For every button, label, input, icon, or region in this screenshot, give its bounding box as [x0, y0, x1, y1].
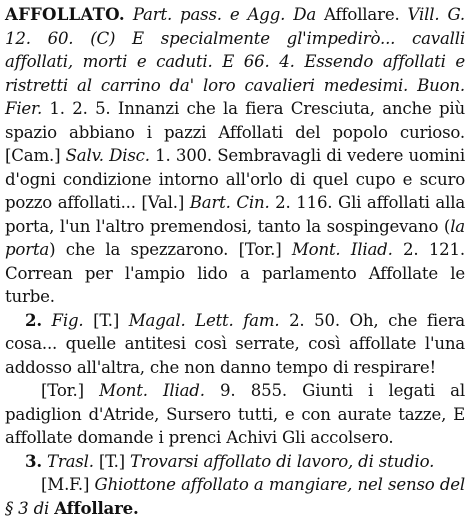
quote-tag: [Tor.]	[41, 381, 84, 400]
mf-text: Ghiottone affollato a mangiare, nel senso del § 3 di	[5, 475, 465, 518]
ref-bart-cin: Bart. Cin.	[184, 193, 270, 212]
quote-ref: Mont. Iliad.	[83, 381, 205, 400]
quote-text: 9. 855. Giunti i legati al padiglion d'Atride, Sursero tutti, e con aurate tazze, E affollate domande i prenci Achivi Gli accolsero.	[5, 381, 465, 447]
gloss-la-porta: la porta	[5, 216, 465, 259]
quote-mont-iliad	[5, 379, 465, 450]
ref-buon-fier: Buon. Fier.	[5, 75, 465, 118]
sense-3-number: 3.	[25, 450, 42, 471]
citation-text-2: 1. 2. 5. Innanzi che la fiera Cresciuta, anche più spazio abbiano i pazzi Affollati del popolo curioso. [Cam.]	[5, 99, 465, 165]
sense-3-trasl: Trasl.	[41, 451, 94, 471]
sense-2-ref: Magal. Lett. fam.	[119, 310, 280, 330]
ref-salv-disc: Salv. Disc.	[60, 146, 150, 165]
citation-text-3: 1. 300. Sembravagli di vedere uomini d'ogni condizione intorno all'orlo di quel cupo e scuro pozzo affollati... [Val.]	[5, 146, 466, 212]
mf-tag: [M.F.]	[41, 475, 90, 494]
sense-3-tag: [T.]	[93, 451, 125, 471]
citation-text-1: Vill. G. 12. 60. (C) E specialmente gl'impedirò... cavalli affollati, morti e caduti. E 66. 4. Essendo affollati e ristretti al carrino da' loro cavalieri medesimi.	[5, 5, 465, 95]
citation-text-4: 2. 116. Gli affollati alla porta, l'un l'altro premendosi, tanto la sospingevano (	[5, 193, 466, 236]
mf-ref-word: Affollare.	[54, 497, 139, 518]
part-of-speech: Part. pass. e Agg. Da	[132, 5, 317, 24]
headword: AFFOLLATO.	[5, 4, 125, 24]
citation-text-6: 2. 121. Correan per l'ampio lido a parlamento Affollate le turbe.	[5, 240, 465, 306]
sense-2-fig: Fig.	[41, 310, 84, 330]
sense-2-number: 2.	[25, 309, 42, 330]
sense-2	[5, 309, 465, 380]
ref-mont-iliad: Mont. Iliad.	[281, 240, 393, 259]
sense-3-text: Trovarsi affollato di lavoro,	[124, 451, 354, 471]
sense-3-text-2: di studio.	[353, 451, 435, 471]
derived-from-word: Affollare.	[324, 5, 400, 24]
sense-2-tag: [T.]	[83, 310, 120, 330]
sense-2-text: 2. 50. Oh, che fiera cosa... quelle antitesi così serrate, così affollate l'una addosso all'altra, che non danno tempo di respirare!	[5, 310, 465, 377]
entry-affollato	[5, 3, 465, 309]
sense-3	[5, 450, 465, 474]
citation-text-5: ) che la spezzarono. [Tor.]	[49, 240, 282, 259]
